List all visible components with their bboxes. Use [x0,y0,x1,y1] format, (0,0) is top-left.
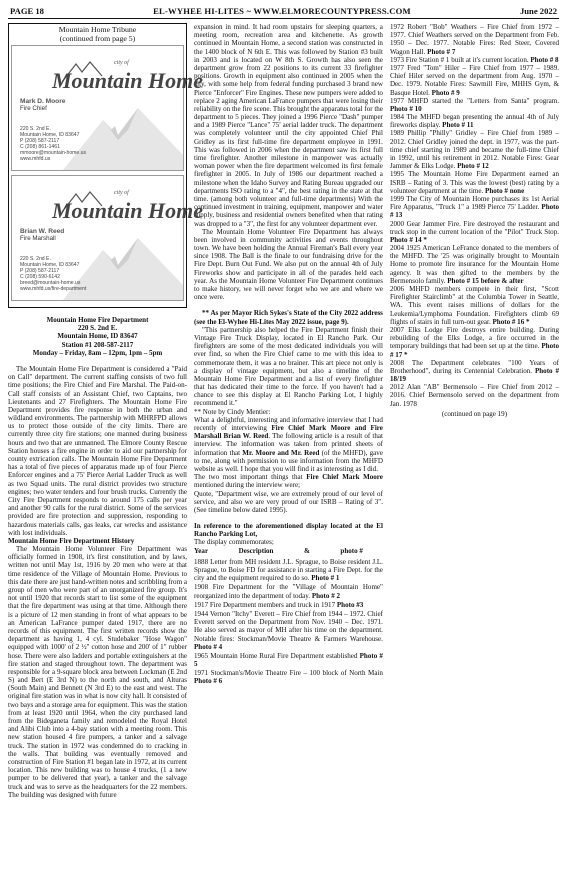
timeline-header-desc: Description [238,546,274,555]
card-role: Fire Chief [20,105,47,113]
timeline-entry-photo: Photo # 14 * [389,235,427,244]
timeline-entry-photo: Photo # none [485,186,525,195]
timeline-entry [390,170,559,195]
timeline-entry-text: 2007 Elks Lodge Fire destroys entire building. During rebuilding of the Elks Lodge, a fire occurred in the temporary buildings that had been set up at the time. [389,325,559,351]
timeline-entry-text: 1944 Vernon "Itchy" Everett – Fire Chief from 1944 – 1972. Chief Everett served on the Department from Nov. 1940 – Dec. 1971. He also served as mayor of MH after his time on the department. Notable fires: Stockman/Movie Theatre & Farmers Warehouse. [194,609,383,643]
issue-date: June 2022 [519,6,557,16]
timeline-entry-text: 2006 MHFD members compete in their first, "Scott Firefighter Stairclimb" at the Columbia Tower in Seattle, WA. This event raises millions of dollars for the Leukemia/Lymphoma Foundation. Firefighters climb 69 flights of stairs in full turn-out gear. [389,285,559,326]
card-email: mmoore@mountain-home.us [20,150,87,156]
timeline-entry [194,583,383,599]
timeline-entry-text: 2004 1925 American LeFrance donated to the members of the MHFD. The '25 was originally brought to Mountain Home to promote fire insurance for the Mountain Home agency. It was then gifted to the members by the Bermensolo family. [389,244,559,285]
note-text: What a delightful, interesting and informative interview that I had recently of interviewing [194,415,383,432]
card-address-line: Mountain Home, ID 83647 [20,132,80,138]
card-name: Brian W. Reed [20,228,65,235]
timeline-entry-photo: Photo # 6 [194,677,223,686]
reference-heading: In reference to the aforementioned display located at the El Rancho Parking Lot, [194,522,383,539]
dept-hours: Monday – Friday, 8am – 12pm, 1pm – 5pm [32,348,163,357]
column-3 [390,23,559,858]
timeline-entry-photo: Photo # 1 [311,574,340,583]
timeline-entry [390,326,559,359]
card-phone: P (208) 587-2117 [20,268,60,274]
timeline-entry-photo: Photo # 16 * [492,317,530,326]
card-role: Fire Marshall [20,235,56,243]
note-paragraph [194,416,383,473]
note-names: Mr. Moore and Mr. Reed [242,448,320,457]
timeline-entry-photo: Photo # 15 before & after [447,276,524,285]
business-card-reed [11,175,203,301]
paragraph: The Mountain Home Volunteer Fire Department has always been involved in community activities and events throughout town. We have been holding the Annual Fireman's Ball every year since 1908. The Ball is the finale to our fundraising drive for the Fire Dept. Burn Out Fund. We also put on the annual 4th of July Fireworks show and participate in all of the parades held each year. As the Mountain Home Volunteer Fire Department continues to make history, we will never forget who we are and where we once were. [194,227,383,302]
timeline-entry-text: 1917 Fire Department members and truck in 1917 [194,600,336,609]
paragraph: The Mountain Home Fire Department is considered a "Paid on Call" department. The current staffing consists of two full time positions; the Fire Chief and Fire Marshal. The Paid-on-Call staff consists of an Assistant Chief, two Captains, two Lieutenants and 27 Firefighters. The Mountain Home Fire Department provides fire response in both the urban and wildland environments. The partnership with MHRFPD allows us to protect those outside of the city limits. There are currently three city fire stations; one manned during business hours and two that are unmanned. The Elmore County Rescue Station houses a fire engine in order to aid our partnership for county extrication calls. The Mountain Home Fire Department has a total of five pieces of apparatus made up of four Pierce Enforcer engines and a 75' Pierce Aerial Ladder Truck as well as two Squad units. The rural district provides two structure engines; two water tenders and four brush trucks. Currently the City Fire Department responds to around 175 calls per year and another 90 calls for the rural district. Some of the services provided are fire protection and suppression, responding to hazardous materials calls, gas leaks, car wrecks and assistance with lost individuals. [8,364,187,537]
article-body-col1 [8,365,187,799]
publication-title: EL-WYHEE HI-LITES ~ WWW.ELMORECOUNTYPRESS.COM [153,6,411,16]
timeline-entry-text: 1984 The MHFD began presenting the annual 4th of July fireworks display. [389,113,559,130]
timeline-entry [390,195,559,220]
timeline-entry-photo: Photo # 9 [431,88,460,97]
timeline-header-photo: photo # [340,546,363,555]
note-text: The two most important things that [194,473,307,482]
timeline-entry-photo: Photo # 2 [311,591,341,600]
timeline-entry-photo: Photo # 5 [194,651,383,669]
city-logo [42,54,203,94]
page-header [8,6,559,18]
column-1 [8,23,203,858]
timeline-header-year: Year [194,546,209,555]
timeline-entry [390,56,559,64]
section-heading: Mountain Home Fire Department History [8,536,135,545]
card-website: www.mhfd.us [20,156,51,162]
timeline-entry-text: 1971 Stockman's/Movie Theatre Fire – 100 block of North Main [194,669,383,678]
column-2 [194,23,383,858]
timeline-entry-text: 1977 Fred "Tom" Hiler – Fire Chief from 1977 – 1989. Chief Hiler served on the department from Aug. 1970 – Dec. 1979. Notable Fires: Sawmill Fire, MHHS Gym, & Basque Hotel. [389,63,559,97]
dept-name: Mountain Home Fire Department [46,316,149,324]
timeline-list-continued [390,23,559,418]
timeline-entry-photo: Photo # 4 [194,642,223,651]
timeline-entry-text: 1989 Phillip "Philly" Gridley – Fire Chief from 1989 – 2012. Chief Gridley joined the dept. in 1977, was the part-time chief starting in 1989 and became the full-time Chief in 1992, until his retirement in 2012. Notable Fires: Gear Jammer & Elks Lodge. [389,129,559,171]
note-names: Fire Chief Mark Moore and Fire Marshall Brian W. Reed [194,424,383,441]
timeline-entry-text: 1972 Robert "Bob" Weathers – Fire Chief from 1972 – 1977. Chief Weathers served on the Department from Feb. 1950 – Dec. 1977. Notable Fires: Red Steer, Covered Wagon Hall. [389,23,559,56]
dept-city: Mountain Home, ID 83647 [57,332,138,341]
card-address-line: 220 S. 2nd E. [20,256,51,262]
timeline-entry-photo: Photo #3 [336,600,364,609]
timeline-entry-text: 1965 Mountain Home Rural Fire Department established [194,651,358,660]
timeline-entry-text: 2000 Gear Jammer Fire. Fire destroyed the restaurant and truck stop in the current location of the "Pilot" Truck Stop. [389,219,559,236]
card-cell: C (208) 590-6142 [20,274,60,280]
card-name: Mark D. Moore [20,98,66,105]
timeline-entry [194,669,383,685]
dept-street: 220 S. 2nd E. [77,324,118,333]
svg-text:Mountain Home: Mountain Home [52,198,203,223]
card-name-block [20,98,65,112]
timeline-entry [194,652,383,668]
city-logo [42,184,203,224]
card-email: breed@mountain-home.us [20,280,81,286]
note-text: . The following article is a result of that interview. The information was taken from printed sheets of information that [194,432,383,457]
timeline-entry [390,383,559,408]
note-text: (of the MHFD), gave to me, along with permission to use information from the MHFD website as well. I hope that you will find it as interesting as I did. [194,448,383,473]
timeline-entry [390,97,559,113]
timeline-entry [390,359,559,384]
timeline-entry-text: 1888 Letter from MH resident J.L. Sprague, to Boise resident J.L. Sprague, to Boise FD for assistance in starting a Fire Dept. for the city and the equipment required to do so. [194,557,383,583]
tribune-continued: (continued from page 5) [59,34,136,43]
note-paragraph [194,473,383,489]
timeline-entry-photo: Photo # 11 [442,121,474,130]
paragraph: expansion in mind. It had room upstairs for sleeping quarters, a meeting room, recreation area and kitchenette. As growth continued in Mountain Home, a second station was constructed in the 1400 block of N 6th E. This was followed by Station #3 built in 2003 and is located on W 8th S. Growth has also seen the department grow from 22 positions to its current 33 firefighter positions. Growth in equipment also continued in 2005 when the city, with some help from federal funding purchased 3 brand new Pierce "Enforcer" Fire Engines. These new pumpers were added to replace 2 aging American LaFrance pumpers that were losing their reliability on the fire scene. This brought the apparatus total for the department to 5 pieces. They joined a 1996 Pierce "Dash" pumper and a 1989 Pierce "Lance" 75' aerial ladder truck. The department was completely volunteer until the city appointed Chief Phil Gridley as its first full-time fire department employee in 1991. This was followed in 2006 when the department saw its first full time firefighter. Another milestone in manpower was actually woman power when the fire department welcomed its first female firefighter in 2005. In July of 1986 our department reached a milestone when the Idaho Survey and Rating Bureau upgraded our departments ISO rating to a "4", the best rating in the state at that time. (among both volunteer and full-time departments) With the continued investment in training, equipment, manpower and water supply, business and residential owners benefited when that rating was dropped to a "3", the first for any volunteer department ever. [194,23,383,228]
timeline-entry-photo: Photo # 7 [427,47,456,56]
timeline-header-amp: & [304,546,310,555]
article-body-col2 [194,23,383,686]
timeline-entry [390,113,559,129]
timeline-entry [194,601,383,609]
timeline-entry-text: 2012 Alan "AB" Bermensolo – Fire Chief from 2012 – 2016. Chief Bermensolo served on the department from Jan. 1978 [389,383,559,408]
dept-phone: Station #1 208-587-2117 [61,340,134,349]
card-address-line: Mountain Home, ID 83647 [20,262,80,268]
card-address [20,126,86,162]
timeline-entry-photo: Photo # 10 [389,104,422,113]
note-prefix: ** Note by Cindy Mentier: [194,407,271,416]
note-text: mentioned during the interview were; [194,481,301,490]
timeline-entry [390,285,559,326]
continued-note: (continued on page 19) [441,409,508,418]
timeline-entry-text: 1973 Fire Station # 1 built at it's current location. [389,55,529,64]
page-number: PAGE 18 [10,6,44,16]
reference-subheading: The display commemorates; [194,538,274,547]
timeline-entry-text: 1995 The Mountain Home Fire Department earned an ISRB – Rating of 3. This was the lowest (best) rating by a volunteer department at the time. [389,170,559,195]
card-address [20,256,86,292]
timeline-entry-photo: Photo # 12 [457,162,489,171]
timeline-entry-text: 1977 MHFD started the "Letters from Santa" program. [389,96,559,105]
timeline-header [194,547,383,555]
card-phone: P (208) 587-2117 [20,138,60,144]
svg-text:city of: city of [114,190,129,196]
timeline-entry [390,220,559,245]
business-card-moore [11,45,203,171]
card-cell: C (208) 861-1461 [20,144,60,150]
svg-text:city of: city of [114,60,129,66]
card-website: www.mhfd.us/fire-department [20,286,87,292]
timeline-entry [390,244,559,285]
timeline-entry-text: 1908 Fire Department for the "Village of Mountain Home" reorganized into the department of today. [194,583,383,600]
timeline-entry-photo: Photo # 18/19 [389,366,559,384]
timeline-list [194,558,383,686]
quote-paragraph: "This partnership also helped the Fire Department finish their Vintage Fire Truck Display, located in El Rancho Park. Our firefighters are some of the most dedicated individuals you will ever find, so when the Fire Chief came to me with this idea to commemorate them, it was a no brainer. This art piece not only is a display of vintage equipment, but also a timeline of the Mountain Home Fire Department and a list of every firefighter that has dedicated their time to the force. If you haven't had a chance to see this display at El Rancho Parking Lot, I highly recommend it." [194,325,383,408]
card-name-block [20,228,64,242]
card-address-line: 220 S. 2nd E. [20,126,51,132]
header-rule [8,18,559,19]
paragraph: The Mountain Home Volunteer Fire Department was officially formed in 1908, it's first constitution, and by laws, written not until May 1st, 1916 by 20 men who were at that time residence of the Village of Mountain Home. Previous to this date there are just hand-written notes and scribbling from a group of men who were part of an unorganized fire group. It's not until 1920 that records start to list some of the equipment that the fire department was using at that time. Although there is a picture of 12 men standing in front of what appears to be an American LaFrance pumper dated 1917, there are no records of this equipment. The first written records show the department as having 1, 4 cyl. Studebaker "Hose Wagon" equipped with 1000' of 2 ½" cotton hose and 200' of 1" rubber hose. There were also ladders and portable extinguishers at the fire station and staged throughout town. The department was responsible for a 9-square block area between Lockman (E 2nd S) and Bert (E 3rd N) to the north and south, and Alturas (South Main) and Bennett (N 3rd E) to the east and west. The original fire station was in what is now city hall. It consisted of two bays and a storage area for equipment. This was the station from at least 1920 until 1964, when the city purchased land from the Bideganeta family and remodeled the Royal Hotel and Alibi Club into a 4-bay station with a meeting room. This new station housed 4 fire pumpers, a tanker and a salvage truck. The station in 1972 was condemned do to cracking in the walls. That building was eventually removed and construction of Fire Station #1 began late in 1972, at its current location. This new building was to house 4 trucks, (1 a new pumper to be delivered that year), a tanker and the salvage truck and was to serve as the headquarters for the 22 members. The building was designed with future [8,545,187,799]
timeline-entry [390,64,559,97]
note-names: Fire Chief Mark Moore [306,473,383,482]
tribune-box [8,23,203,308]
timeline-entry-photo: Photo # 8 [530,55,559,64]
timeline-entry-photo: Photo # 13 [389,203,560,220]
tribune-title: Mountain Home Tribune [58,25,137,34]
timeline-entry-text: 1999 The City of Mountain Home purchases its 1st Aerial Fire Apparatus, "Truck 1" a 1989 Pierce 75' Ladder. [389,194,559,212]
timeline-entry [390,23,559,56]
timeline-entry [194,558,383,583]
svg-text:Mountain Home: Mountain Home [52,68,203,93]
quote-paragraph: Quote, "Department wise, we are extremely proud of our level of service, and also we are very proud of our ISRB – Rating of 3". (See timeline below dated 1995). [194,489,383,514]
timeline-entry [390,129,559,170]
mayor-heading: ** As per Mayor Rich Sykes's State of the City 2022 address (see the El-Wyhee Hi-Lites May 2022 issue, page 9). [194,309,383,326]
timeline-entry-photo: Photo # 17 * [389,342,559,359]
timeline-entry [194,610,383,651]
department-info [8,316,187,357]
timeline-entry-text: 2008 The Department celebrates "100 Years of Brotherhood", during its Centennial Celebration. [389,358,559,375]
